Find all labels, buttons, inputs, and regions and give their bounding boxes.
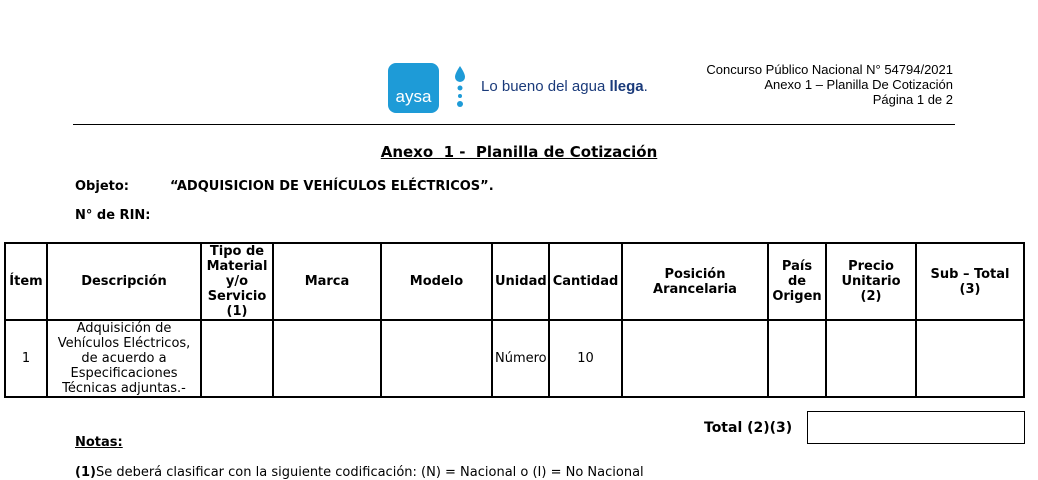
total-field[interactable]	[807, 411, 1025, 444]
cell-descripcion: Adquisición de Vehículos Eléctricos, de acuerdo a Especificaciones Técnicas adjuntas.-	[47, 320, 201, 397]
header-reference	[706, 62, 953, 107]
header-cantidad: Cantidad	[549, 243, 622, 320]
header-pais: País de Origen	[768, 243, 826, 320]
objeto-label: Objeto:	[75, 179, 129, 194]
cell-modelo[interactable]	[381, 320, 492, 397]
header-subtotal: Sub – Total (3)	[916, 243, 1024, 320]
cell-marca[interactable]	[273, 320, 381, 397]
header-tipo: Tipo de Material y/o Servicio (1)	[201, 243, 273, 320]
quotation-table	[4, 242, 1025, 398]
header-unidad: Unidad	[492, 243, 549, 320]
logo-text: aysa	[395, 87, 432, 106]
cell-cantidad: 10	[549, 320, 622, 397]
header-descripcion: Descripción	[47, 243, 201, 320]
slogan: Lo bueno del agua llega.	[481, 78, 648, 95]
cell-item: 1	[5, 320, 47, 397]
cell-pais[interactable]	[768, 320, 826, 397]
page-title: Anexo 1 - Planilla de Cotización	[380, 143, 658, 161]
cell-tipo[interactable]	[201, 320, 273, 397]
note-1: (1)Se deberá clasificar con la siguiente codificación: (N) = Nacional o (I) = No Nacional	[75, 465, 644, 480]
objeto-value: “ADQUISICION DE VEHÍCULOS ELÉCTRICOS”.	[170, 179, 494, 194]
header-precio: Precio Unitario (2)	[826, 243, 916, 320]
header-item: Ítem	[5, 243, 47, 320]
rin-label: N° de RIN:	[75, 208, 151, 223]
anexo-line: Anexo 1 – Planilla De Cotización	[764, 77, 953, 92]
header-modelo: Modelo	[381, 243, 492, 320]
water-drops-icon	[452, 66, 468, 112]
header-posicion: Posición Arancelaria	[622, 243, 768, 320]
page-indicator: Página 1 de 2	[872, 92, 953, 107]
cell-unidad: Número	[492, 320, 549, 397]
table-header-row	[5, 243, 1024, 320]
cell-posicion[interactable]	[622, 320, 768, 397]
header-marca: Marca	[273, 243, 381, 320]
cell-precio[interactable]	[826, 320, 916, 397]
notas-heading: Notas:	[75, 435, 123, 450]
total-label: Total (2)(3)	[704, 420, 793, 436]
cell-subtotal[interactable]	[916, 320, 1024, 397]
table-row	[5, 320, 1024, 397]
header-divider	[73, 124, 955, 125]
concurso-line: Concurso Público Nacional N° 54794/2021	[706, 62, 953, 77]
aysa-logo	[388, 63, 439, 113]
